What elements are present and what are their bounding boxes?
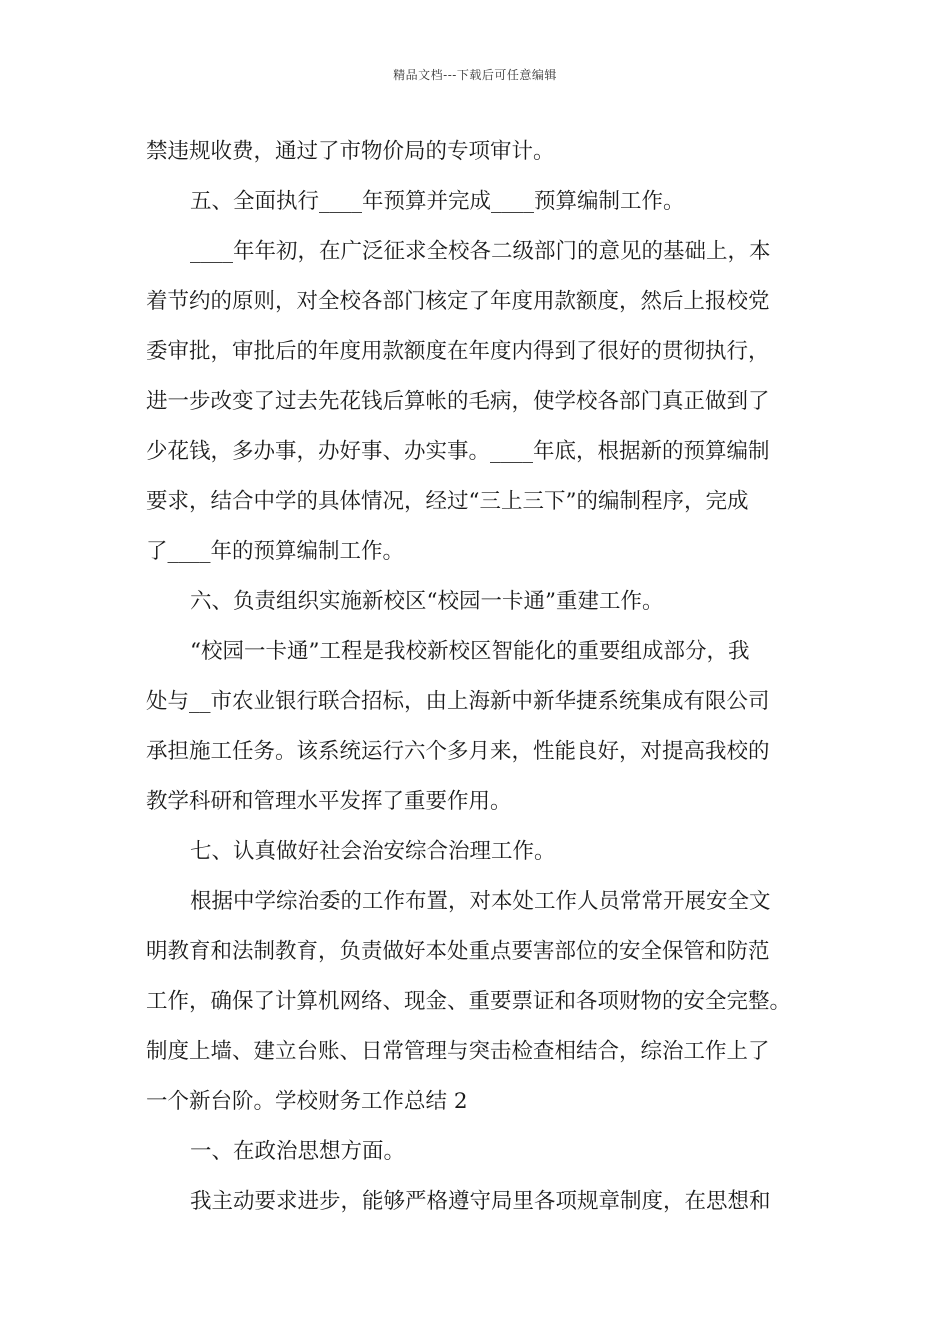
section-heading: 一、在政治思想方面。 (190, 1139, 406, 1164)
text-line: 明教育和法制教育，负责做好本处重点要害部位的安全保管和防范 (146, 939, 770, 964)
text-line: 委审批，审批后的年度用款额度在年度内得到了很好的贯彻执行， (146, 339, 770, 364)
text-line: 工作，确保了计算机网络、现金、重要票证和各项财物的安全完整。 (146, 989, 792, 1014)
text-line: 禁违规收费，通过了市物价局的专项审计。 (146, 139, 555, 164)
text-line: 根据中学综治委的工作布置，对本处工作人员常常开展安全文 (190, 889, 771, 914)
text-line: 少花钱，多办事，办好事、办实事。____年底，根据新的预算编制 (146, 439, 770, 464)
section-heading: 七、认真做好社会治安综合治理工作。 (190, 839, 556, 864)
text-line: 要求，结合中学的具体情况，经过“三上三下”的编制程序，完成 (146, 489, 749, 514)
section-heading: 六、负责组织实施新校区“校园一卡通”重建工作。 (190, 589, 664, 614)
text-line: 我主动要求进步，能够严格遵守局里各项规章制度，在思想和 (190, 1189, 771, 1214)
document-body (146, 130, 816, 1230)
text-line: 处与__市农业银行联合招标，由上海新中新华捷系统集成有限公司 (146, 689, 770, 714)
section-heading: 五、全面执行____年预算并完成____预算编制工作。 (190, 189, 685, 214)
text-line: 着节约的原则，对全校各部门核定了年度用款额度，然后上报校党 (146, 289, 770, 314)
text-line: 进一步改变了过去先花钱后算帐的毛病，使学校各部门真正做到了 (146, 389, 770, 414)
page-header: 精品文档---下载后可任意编辑 (393, 68, 557, 82)
text-line: 制度上墙、建立台账、日常管理与突击检查相结合，综治工作上了 (146, 1039, 770, 1064)
text-line: 一个新台阶。学校财务工作总结 2 (146, 1089, 468, 1114)
text-line: “校园一卡通”工程是我校新校区智能化的重要组成部分，我 (190, 639, 750, 664)
text-line: 教学科研和管理水平发挥了重要作用。 (146, 789, 512, 814)
text-line: 承担施工任务。该系统运行六个多月来，性能良好，对提高我校的 (146, 739, 770, 764)
text-line: ____年年初，在广泛征求全校各二级部门的意见的基础上，本 (190, 239, 771, 264)
text-line: 了____年的预算编制工作。 (146, 539, 405, 564)
